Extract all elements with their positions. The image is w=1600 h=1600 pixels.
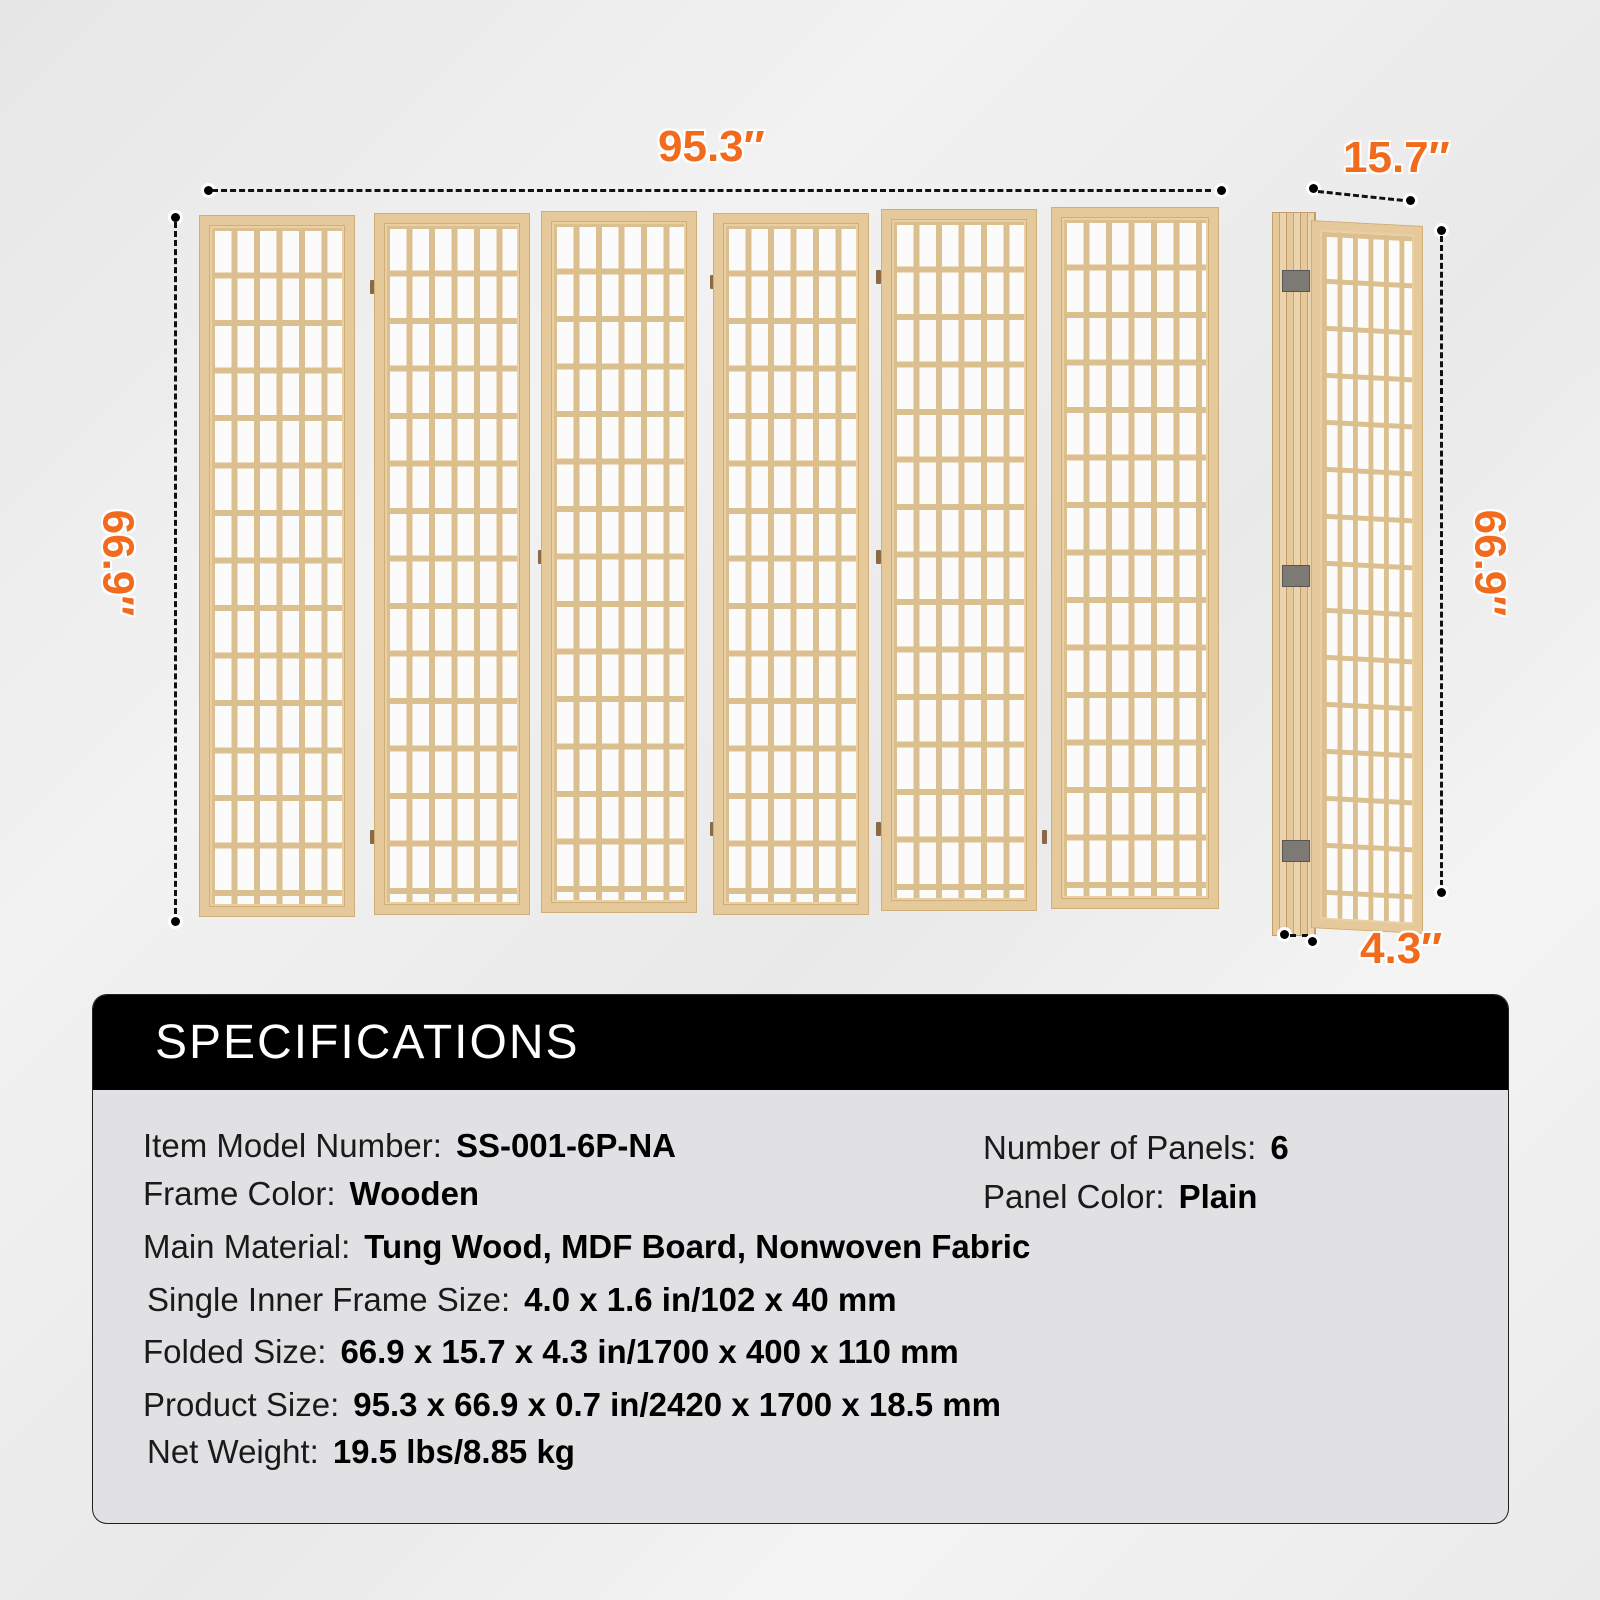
folded-depth-label: 4.3″ bbox=[1360, 924, 1443, 973]
width-dimension-end-dot bbox=[1217, 186, 1226, 195]
specifications-box bbox=[93, 995, 1508, 1523]
spec-label: Single Inner Frame Size: bbox=[147, 1281, 511, 1318]
spec-label: Main Material: bbox=[143, 1228, 351, 1265]
spec-net-weight bbox=[147, 1433, 575, 1471]
spec-item-model-number bbox=[143, 1127, 676, 1165]
spec-value: 4.0 x 1.6 in/102 x 40 mm bbox=[524, 1281, 897, 1318]
folded-width-end-dot bbox=[1406, 196, 1415, 205]
folded-depth-line bbox=[1290, 934, 1308, 937]
spec-label: Item Model Number: bbox=[143, 1127, 442, 1164]
spec-single-inner-frame-size bbox=[147, 1281, 897, 1319]
room-divider-open bbox=[200, 210, 1220, 930]
folded-width-label: 15.7″ bbox=[1343, 133, 1450, 182]
hinge-icon bbox=[1282, 565, 1310, 587]
folded-height-end-dot bbox=[1437, 888, 1446, 897]
spec-value: 95.3 x 66.9 x 0.7 in/2420 x 1700 x 18.5 mm bbox=[353, 1386, 1001, 1423]
spec-value: Wooden bbox=[349, 1175, 480, 1212]
spec-value: Plain bbox=[1178, 1178, 1258, 1215]
lattice-grid bbox=[554, 224, 684, 900]
lattice-grid bbox=[387, 226, 517, 902]
folded-width-line bbox=[1318, 190, 1412, 203]
spec-folded-size bbox=[143, 1333, 959, 1371]
panel-5 bbox=[882, 210, 1036, 910]
hinge-icon bbox=[876, 822, 881, 836]
folded-height-line bbox=[1440, 236, 1443, 886]
folded-height-start-dot bbox=[1437, 226, 1446, 235]
spec-frame-color bbox=[143, 1175, 479, 1213]
panel-4 bbox=[714, 214, 868, 914]
spec-label: Frame Color: bbox=[143, 1175, 336, 1212]
folded-width-start-dot bbox=[1309, 184, 1318, 193]
lattice-grid bbox=[726, 226, 856, 902]
spec-value: SS-001-6P-NA bbox=[455, 1127, 677, 1164]
height-dimension-line bbox=[174, 222, 177, 914]
spec-label: Panel Color: bbox=[983, 1178, 1165, 1215]
panel-1 bbox=[200, 216, 354, 916]
hinge-icon bbox=[876, 550, 881, 564]
spec-panel-color bbox=[983, 1178, 1257, 1216]
hinge-icon bbox=[1282, 840, 1310, 862]
spec-label: Net Weight: bbox=[147, 1433, 319, 1470]
lattice-grid bbox=[212, 228, 342, 904]
hinge-icon bbox=[1282, 270, 1310, 292]
hinge-icon bbox=[876, 270, 881, 284]
height-dimension-end-dot bbox=[171, 917, 180, 926]
spec-value: Tung Wood, MDF Board, Nonwoven Fabric bbox=[364, 1228, 1031, 1265]
width-dimension-label: 95.3″ bbox=[658, 122, 765, 171]
spec-product-size bbox=[143, 1386, 1001, 1424]
spec-main-material bbox=[143, 1228, 1030, 1266]
panel-2 bbox=[375, 214, 529, 914]
spec-label: Number of Panels: bbox=[983, 1129, 1257, 1166]
panel-6 bbox=[1052, 208, 1218, 908]
folded-height-label: 66.9″ bbox=[1465, 509, 1515, 617]
specifications-title: SPECIFICATIONS bbox=[93, 995, 1508, 1090]
lattice-grid bbox=[1322, 232, 1412, 923]
height-dimension-start-dot bbox=[171, 213, 180, 222]
spec-value: 19.5 lbs/8.85 kg bbox=[332, 1433, 575, 1470]
hinge-icon bbox=[1042, 830, 1047, 844]
spec-number-of-panels bbox=[983, 1129, 1289, 1167]
lattice-grid bbox=[894, 222, 1024, 898]
spec-label: Folded Size: bbox=[143, 1333, 327, 1370]
folded-depth-end-dot bbox=[1308, 937, 1317, 946]
spec-value: 6 bbox=[1270, 1129, 1289, 1166]
spec-label: Product Size: bbox=[143, 1386, 340, 1423]
folded-front-panel bbox=[1312, 221, 1422, 933]
spec-value: 66.9 x 15.7 x 4.3 in/1700 x 400 x 110 mm bbox=[340, 1333, 959, 1370]
folded-depth-start-dot bbox=[1280, 930, 1289, 939]
width-dimension-line bbox=[212, 189, 1220, 192]
room-divider-folded bbox=[1272, 210, 1422, 930]
height-dimension-label: 66.9″ bbox=[93, 509, 143, 617]
panel-3 bbox=[542, 212, 696, 912]
lattice-grid bbox=[1064, 220, 1206, 896]
